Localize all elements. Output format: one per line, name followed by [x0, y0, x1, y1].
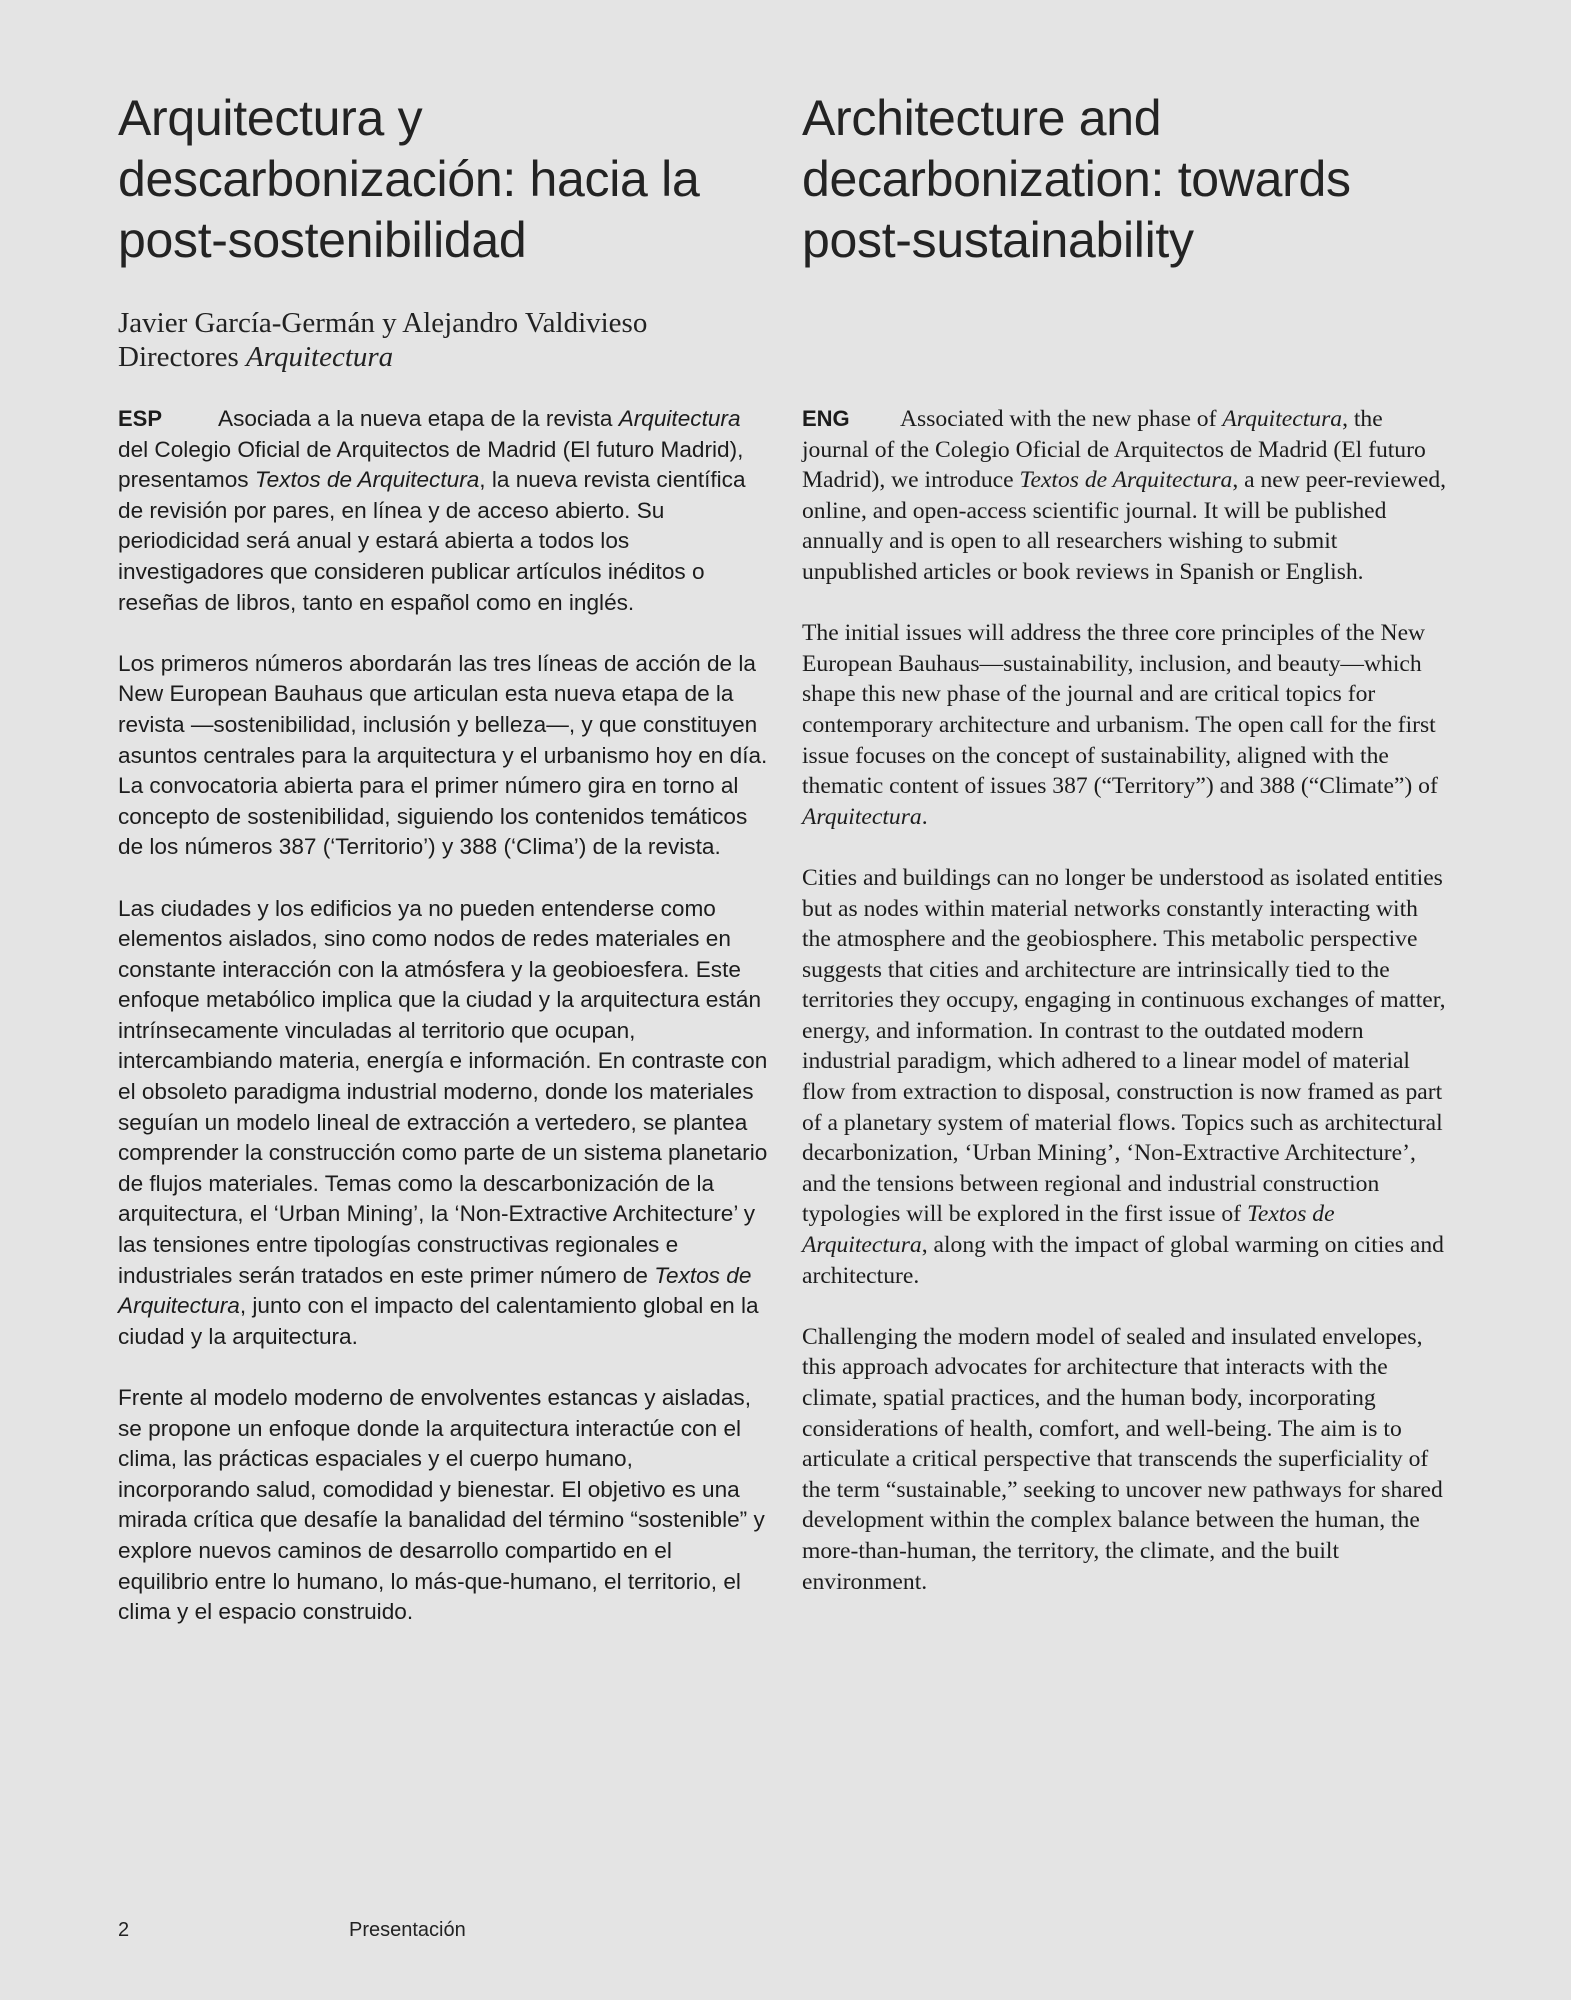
text-run: Associated with the new phase of	[900, 406, 1223, 432]
spanish-title: Arquitectura y descarbonización: hacia la post-sostenibilidad	[118, 90, 700, 268]
spanish-body	[118, 404, 768, 1658]
italic-title-run: Textos de Arquitectura	[802, 1201, 1335, 1259]
text-run: , la nueva revista científica de revisión por pares, en línea y de acceso abierto. Su periodicidad será anual y estará abierta a todos los investigadores que consideren publicar artículos inéditos o reseñas de libros, tanto en español como en inglés.	[118, 467, 746, 615]
author-names: Javier García-Germán y Alejandro Valdivieso	[118, 307, 648, 339]
text-run: , a new peer-reviewed, online, and open-access scientific journal. It will be published annually and is open to all researchers wishing to submit unpublished articles or book reviews in Spanish or English.	[802, 467, 1447, 585]
text-run: .	[921, 803, 928, 830]
text-run: The initial issues will address the three core principles of the New European Bauhaus—sustainability, inclusion, and beauty—which shape this new phase of the journal and are critical topics for contemporary architecture and urbanism. The open call for the first issue focuses on the concept of sustainability, aligned with the thematic content of issues 387 (“Territory”) and 388 (“Climate”) of	[802, 620, 1438, 800]
author-role-label: Directores	[118, 341, 239, 373]
spanish-paragraph-3	[118, 894, 768, 1353]
english-paragraph-3	[802, 863, 1452, 1291]
text-run: , the journal of the Colegio Oficial de Arquitectos de Madrid (El futuro Madrid), we introduce	[802, 406, 1426, 494]
english-body	[802, 404, 1452, 1628]
text-run: Los primeros números abordarán las tres líneas de acción de la New European Bauhaus que articulan esta nueva etapa de la revista —sostenibilidad, inclusión y belleza—, y que constituyen asuntos centrales para la arquitectura y el urbanismo hoy en día. La convocatoria abierta para el primer número gira en torno al concepto de sostenibilidad, siguiendo los contenidos temáticos de los números 387 (‘Territorio’) y 388 (‘Clima’) de la revista.	[118, 650, 768, 860]
italic-title-run: Textos de Arquitectura	[254, 467, 480, 493]
english-paragraph-4	[802, 1322, 1452, 1597]
language-tag-eng: ENG	[802, 406, 850, 431]
italic-title-run: Textos de Arquitectura	[118, 1262, 752, 1319]
text-run: , junto con el impacto del calentamiento global en la ciudad y la arquitectura.	[118, 1293, 759, 1349]
spanish-paragraph-1	[118, 404, 768, 618]
page-number: 2	[118, 1919, 130, 1941]
english-title: Architecture and decarbonization: towards post-sustainability	[802, 90, 1351, 268]
text-run: Cities and buildings can no longer be understood as isolated entities but as nodes within material networks constantly interacting with the atmosphere and the geobiosphere. This metabolic perspective suggests that cities and architecture are intrinsically tied to the territories they occupy, engaging in continuous exchanges of matter, energy, and information. In contrast to the outdated modern industrial paradigm, which adhered to a linear model of material flow from extraction to disposal, construction is now framed as part of a planetary system of material flows. Topics such as architectural decarbonization, ‘Urban Mining’, ‘Non-Extractive Architecture’, and the tensions between regional and industrial construction typologies will be explored in the first issue of	[802, 864, 1446, 1228]
italic-title-run: Textos de Arquitectura	[1019, 467, 1233, 494]
author-role	[118, 340, 778, 374]
spanish-paragraph-2	[118, 649, 768, 863]
english-paragraph-2	[802, 618, 1452, 832]
text-run: , along with the impact of global warming on cities and architecture.	[802, 1232, 1444, 1289]
language-tag-esp: ESP	[118, 406, 163, 431]
italic-title-run: Arquitectura	[802, 803, 922, 830]
english-paragraph-1	[802, 404, 1452, 588]
text-run: Challenging the modern model of sealed and insulated envelopes, this approach advocates for architecture that interacts with the climate, spatial practices, and the human body, incorporating considerations of health, comfort, and well-being. The aim is to articulate a critical perspective that transcends the superficiality of the term “sustainable,” seeking to uncover new pathways for shared development within the complex balance between the human, the more-than-human, the territory, the climate, and the built environment.	[802, 1323, 1443, 1595]
italic-title-run: Arquitectura	[618, 406, 741, 431]
spanish-paragraph-4	[118, 1383, 768, 1628]
text-run: Las ciudades y los edificios ya no pueden entenderse como elementos aislados, sino como nodos de redes materiales en constante interacción con la atmósfera y la geobioesfera. Este enfoque metabólico implica que la ciudad y la arquitectura están intrínsecamente vinculadas al territorio que ocupan, intercambiando materia, energía e información. En contraste con el obsoleto paradigma industrial moderno, donde los materiales seguían un modelo lineal de extracción a vertedero, se plantea comprender la construcción como parte de un sistema planetario de flujos materiales. Temas como la descarbonización de la arquitectura, el ‘Urban Mining’, la ‘Non-Extractive Architecture’ y las tensiones entre tipologías constructivas regionales e industriales serán tratados en este primer número de	[118, 895, 768, 1288]
author-role-journal: Arquitectura	[246, 341, 394, 373]
italic-title-run: Arquitectura	[1222, 406, 1343, 432]
spanish-title-block	[118, 88, 778, 271]
authors-block	[118, 306, 778, 374]
text-run: Asociada a la nueva etapa de la revista	[218, 406, 619, 431]
text-run: Frente al modelo moderno de envolventes estancas y aisladas, se propone un enfoque donde la arquitectura interactúe con el clima, las prácticas espaciales y el cuerpo humano, incorporando salud, comodidad y bienestar. El objetivo es una mirada crítica que desafíe la banalidad del término “sostenible” y explore nuevos caminos de desarrollo compartido en el equilibrio entre lo humano, lo más-que-humano, el territorio, el clima y el espacio construido.	[118, 1385, 765, 1625]
text-run: del Colegio Oficial de Arquitectos de Madrid (El futuro Madrid), presentamos	[118, 436, 744, 493]
section-name: Presentación	[349, 1919, 466, 1941]
english-title-block	[802, 88, 1462, 271]
